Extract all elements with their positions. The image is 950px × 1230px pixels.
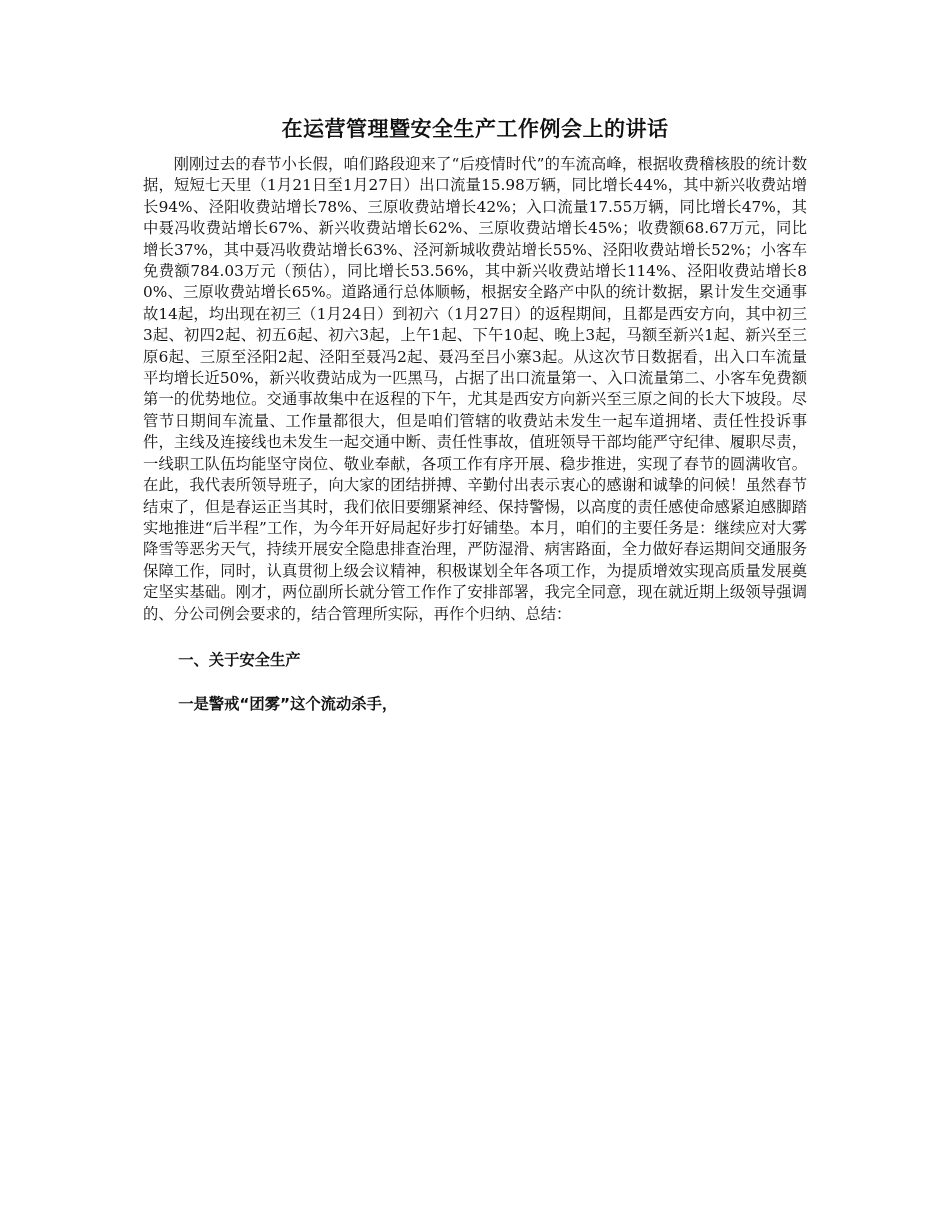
document-title: 在运营管理暨安全生产工作例会上的讲话	[281, 117, 669, 141]
sub-heading-fog: 一是警戒“团雾”这个流动杀手，	[178, 694, 398, 713]
body-paragraph: 刚刚过去的春节小长假，咱们路段迎来了“后疫情时代”的车流高峰，根据收费稽核股的统计数据，短短七天里（1月21日至1月27日）出口流量15.98万辆，同比增长44%，其中新兴收费站增长94%、泾阳收费站增长78%、三原收费站增长42%；入口流量17.55万辆，同比增长47%，其中聂冯收费站增长67%、新兴收费站增长62%、三原收费站增长45%；收费额68.67万元，同比增长37%，其中聂冯收费站增长63%、泾河新城收费站增长55%、泾阳收费站增长52%；小客车免费额784.03万元（预估），同比增长53.56%，其中新兴收费站增长114%、泾阳收费站增长80%、三原收费站增长65%。道路通行总体顺畅，根据安全路产中队的统计数据，累计发生交通事故14起，均出现在初三（1月24日）到初六（1月27日）的返程期间，且都是西安方向，其中初三3起、初四2起、初五6起、初六3起，上午1起、下午10起、晚上3起，马额至新兴1起、新兴至三原6起、三原至泾阳2起、泾阳至聂冯2起、聂冯至吕小寨3起。从这次节日数据看，出入口车流量平均增长近50%，新兴收费站成为一匹黑马，占据了出口流量第一、入口流量第二、小客车免费额第一的优势地位。交通事故集中在返程的下午，尤其是西安方向新兴至三原之间的长大下坡段。尽管节日期间车流量、工作量都很大，但是咱们管辖的收费站未发生一起车道拥堵、责任性投诉事件，主线及连接线也未发生一起交通中断、责任性事故，值班领导干部均能严守纪律、履职尽责，一线职工队伍均能坚守岗位、敬业奉献，各项工作有序开展、稳步推进，实现了春节的圆满收官。在此，我代表所领导班子，向大家的团结拼搏、辛勤付出表示衷心的感谢和诚挚的问候！虽然春节结束了，但是春运正当其时，我们依旧要绷紧神经、保持警惕，以高度的责任感使命感紧迫感脚踏实地推进“后半程”工作，为今年开好局起好步打好铺垫。本月，咱们的主要任务是：继续应对大雾降雪等恶劣天气，持续开展安全隐患排查治理，严防湿滑、病害路面，全力做好春运期间交通服务保障工作，同时，认真贯彻上级会议精神，积极谋划全年各项工作，为提质增效实现高质量发展奠定坚实基础。刚才，两位副所长就分管工作作了安排部署，我完全同意，现在就近期上级领导强调的、分公司例会要求的，结合管理所实际，再作个归纳、总结：	[143, 155, 807, 623]
section-heading-safety: 一、关于安全生产	[178, 650, 301, 669]
